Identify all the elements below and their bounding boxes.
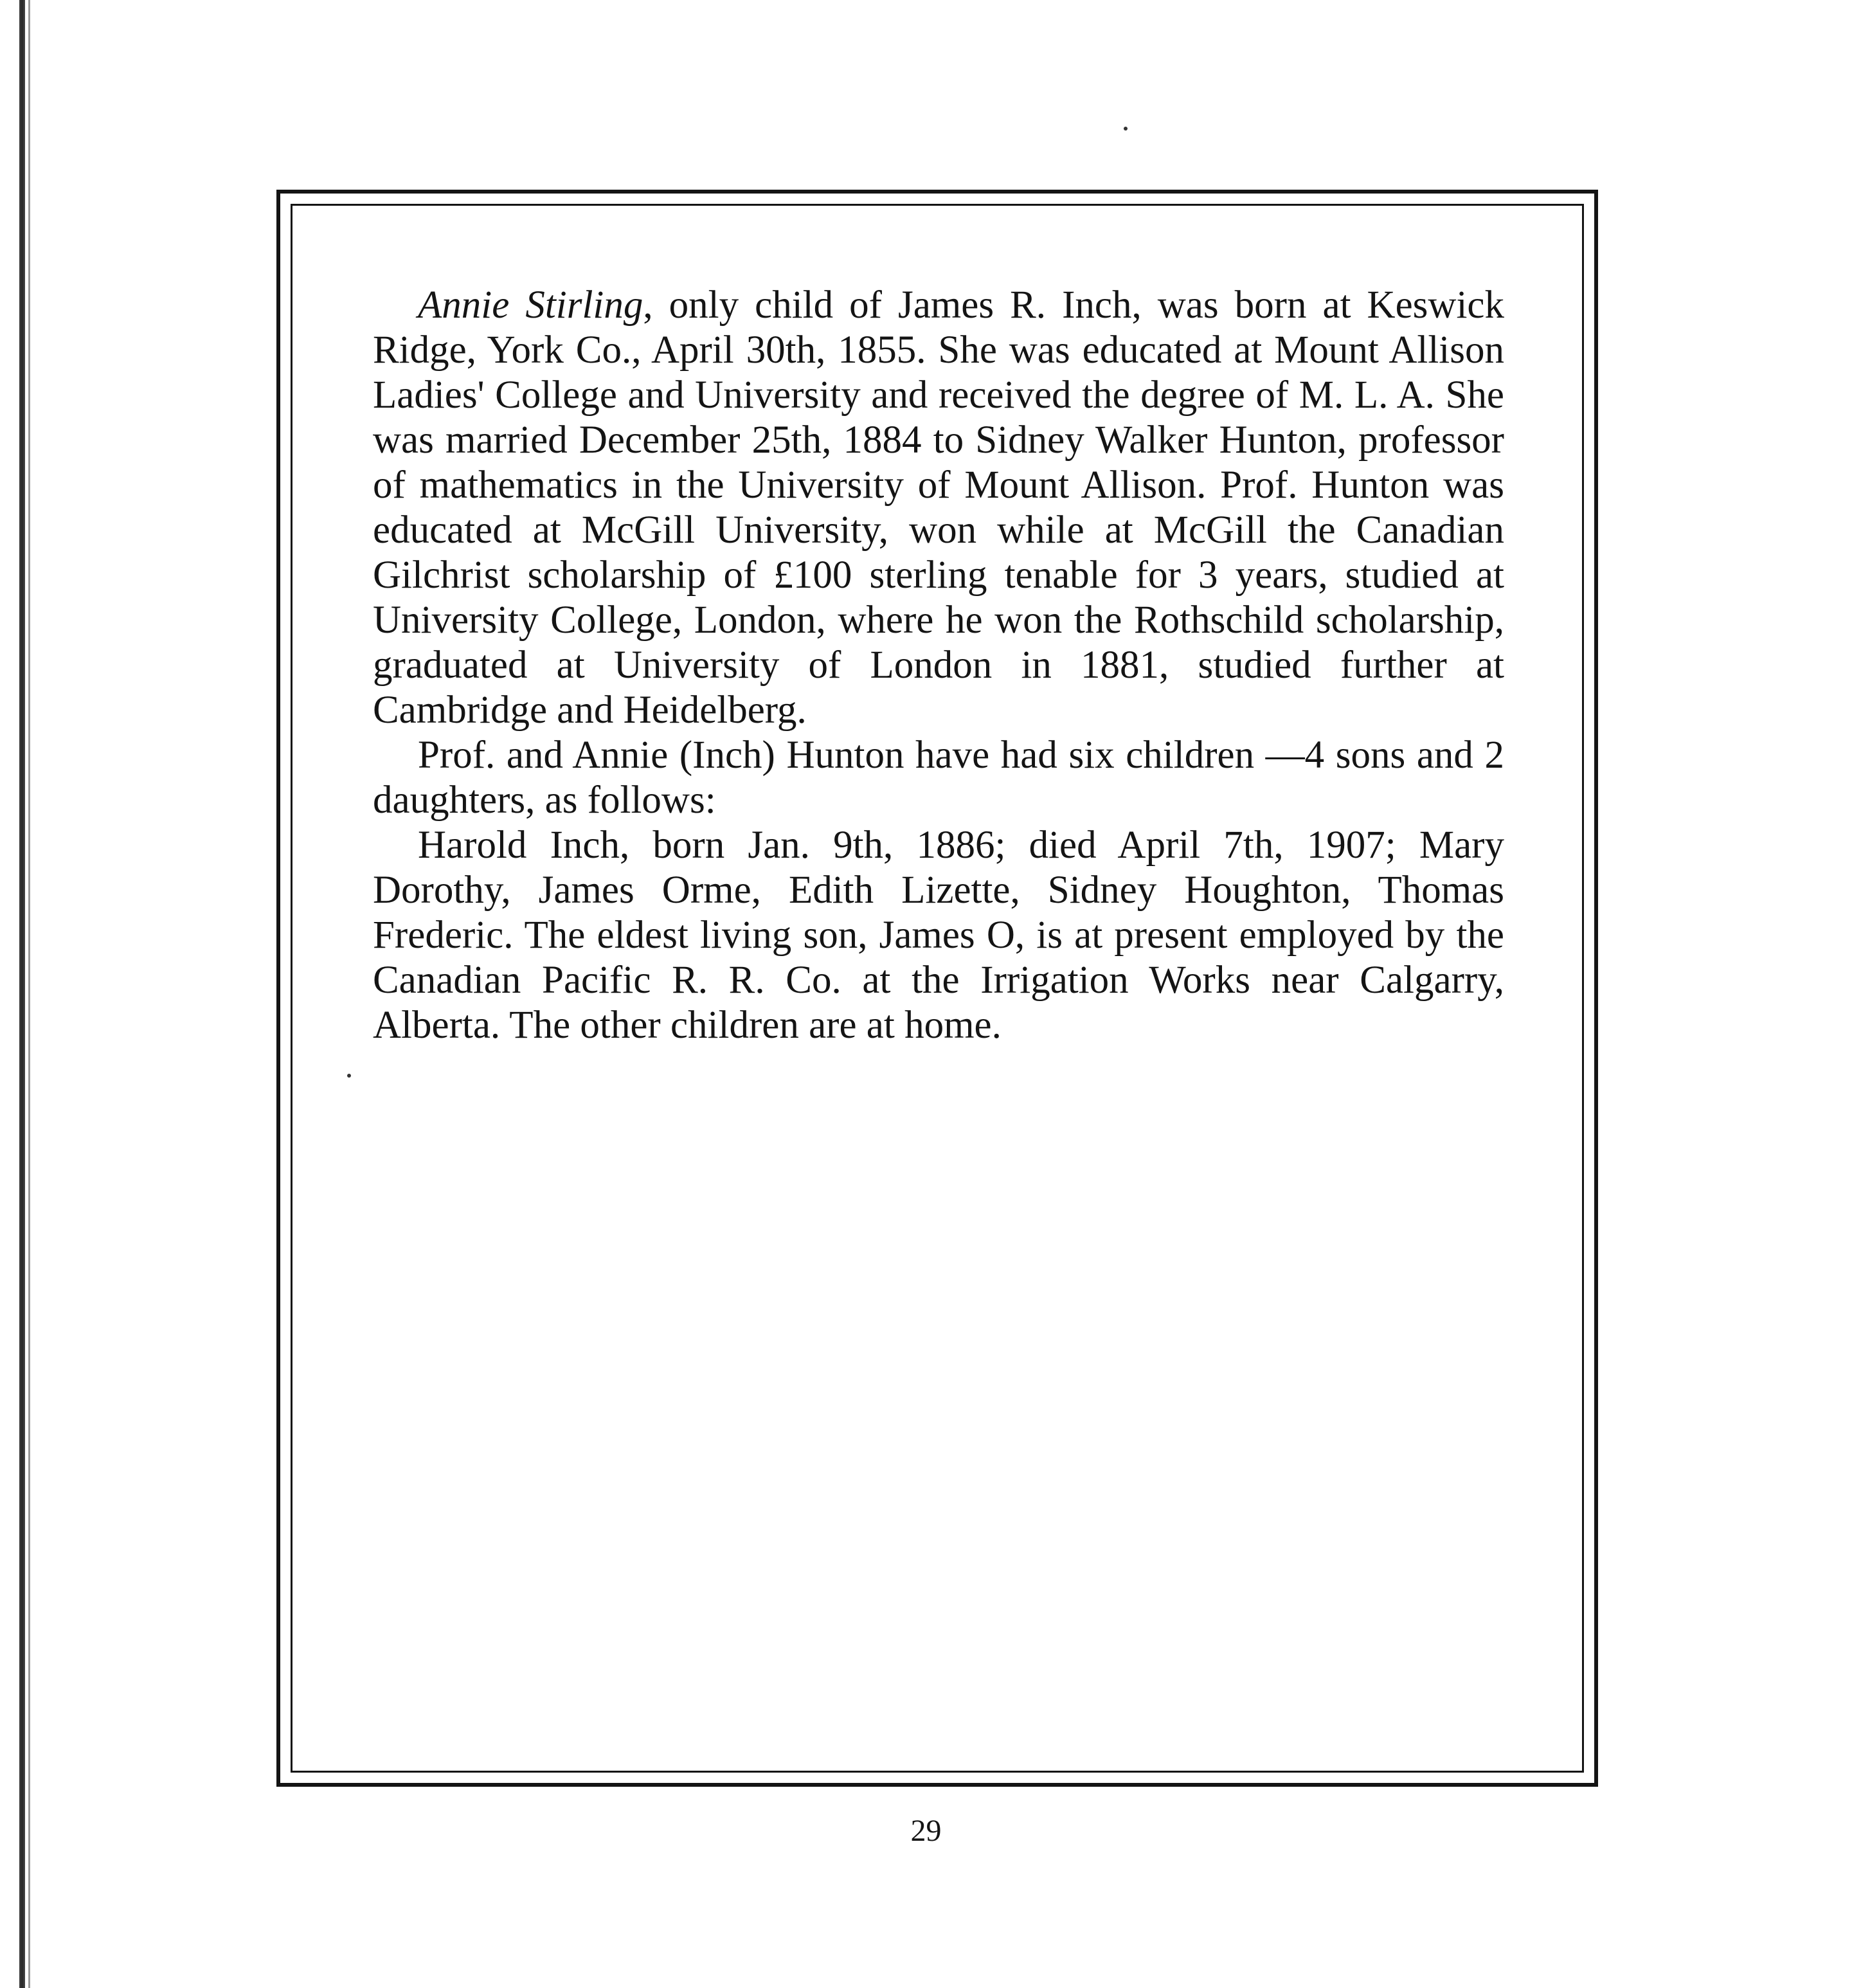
binding-edge-shadow [28,0,30,1988]
scan-speck [1124,127,1128,131]
paragraph-2: Prof. and Annie (Inch) Hunton have had six children —4 sons and 2 daughters, as follows: [373,734,1504,822]
page-number: 29 [910,1814,942,1848]
entry-text [373,283,1504,1048]
entry-lead-name: Annie Stirling [418,284,643,327]
binding-edge [19,0,25,1988]
paragraph-1-text: , only child of James R. Inch, was born at Keswick Ridge, York Co., April 30th, 1855. She was educated at Mount Allison Ladies' College and University and received the degree of M. L. A. She was married December 25th, 1884 to Sidney Walker Hunton, professor of mathematics in the University of Mount Allison. Prof. Hunton was educated at McGill University, won while at McGill the Canadian Gilchrist scholarship of £100 sterling tenable for 3 years, studied at University College, London, where he won the Rothschild scholarship, graduated at University of London in 1881, studied further at Cambridge and Heidelberg. [373,284,1504,732]
paragraph-1 [373,283,1504,733]
paragraph-3: Harold Inch, born Jan. 9th, 1886; died April 7th, 1907; Mary Dorothy, James Orme, Edith Lizette, Sidney Houghton, Thomas Frederic. The eldest living son, James O, is at present employed by the Canadian Pacific R. R. Co. at the Irrigation Works near Calgarry, Alberta. The other children are at home. [373,824,1504,1047]
